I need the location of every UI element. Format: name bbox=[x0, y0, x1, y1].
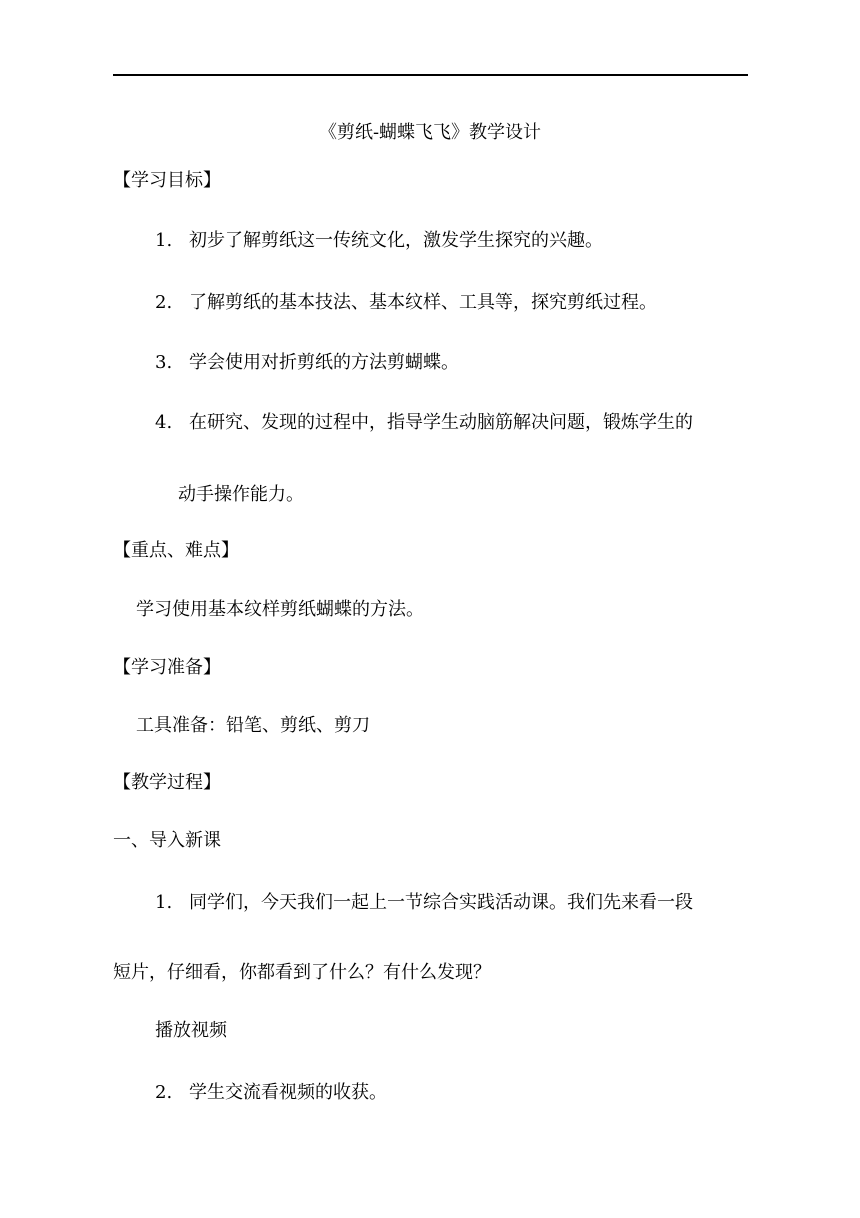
objective-item-3 bbox=[155, 350, 459, 376]
objective-item-1 bbox=[155, 228, 603, 254]
list-number: 2. bbox=[155, 292, 173, 313]
key-points-heading: 【重点、难点】 bbox=[113, 540, 239, 561]
list-number: 2. bbox=[155, 1082, 173, 1103]
list-item-text: 学生交流看视频的收获。 bbox=[189, 1082, 387, 1103]
process-heading: 【教学过程】 bbox=[113, 772, 221, 793]
process-item-1-continuation: 短片，仔细看，你都看到了什么？有什么发现？ bbox=[113, 962, 491, 983]
objectives-heading: 【学习目标】 bbox=[113, 170, 221, 191]
list-item-text: 初步了解剪纸这一传统文化，激发学生探究的兴趣。 bbox=[189, 230, 603, 251]
objective-item-2 bbox=[155, 290, 657, 316]
objective-item-4-continuation: 动手操作能力。 bbox=[178, 484, 304, 505]
preparation-text: 工具准备：铅笔、剪纸、剪刀 bbox=[136, 715, 370, 736]
process-item-1 bbox=[155, 890, 693, 916]
list-number: 1. bbox=[155, 892, 173, 913]
key-points-text: 学习使用基本纹样剪纸蝴蝶的方法。 bbox=[136, 599, 424, 620]
list-item-text: 学会使用对折剪纸的方法剪蝴蝶。 bbox=[189, 352, 459, 373]
list-item-text: 了解剪纸的基本技法、基本纹样、工具等，探究剪纸过程。 bbox=[189, 292, 657, 313]
process-item-2 bbox=[155, 1080, 387, 1106]
list-number: 1. bbox=[155, 230, 173, 251]
header-rule bbox=[113, 74, 748, 76]
document-title: 《剪纸-蝴蝶飞飞》教学设计 bbox=[318, 122, 542, 143]
list-item-text: 同学们，今天我们一起上一节综合实践活动课。我们先来看一段 bbox=[189, 892, 693, 913]
preparation-heading: 【学习准备】 bbox=[113, 657, 221, 678]
play-video-text: 播放视频 bbox=[155, 1020, 227, 1041]
process-subheading: 一、导入新课 bbox=[113, 830, 221, 851]
list-number: 4. bbox=[155, 412, 173, 433]
list-number: 3. bbox=[155, 352, 173, 373]
objective-item-4 bbox=[155, 410, 693, 436]
list-item-text: 在研究、发现的过程中，指导学生动脑筋解决问题，锻炼学生的 bbox=[189, 412, 693, 433]
